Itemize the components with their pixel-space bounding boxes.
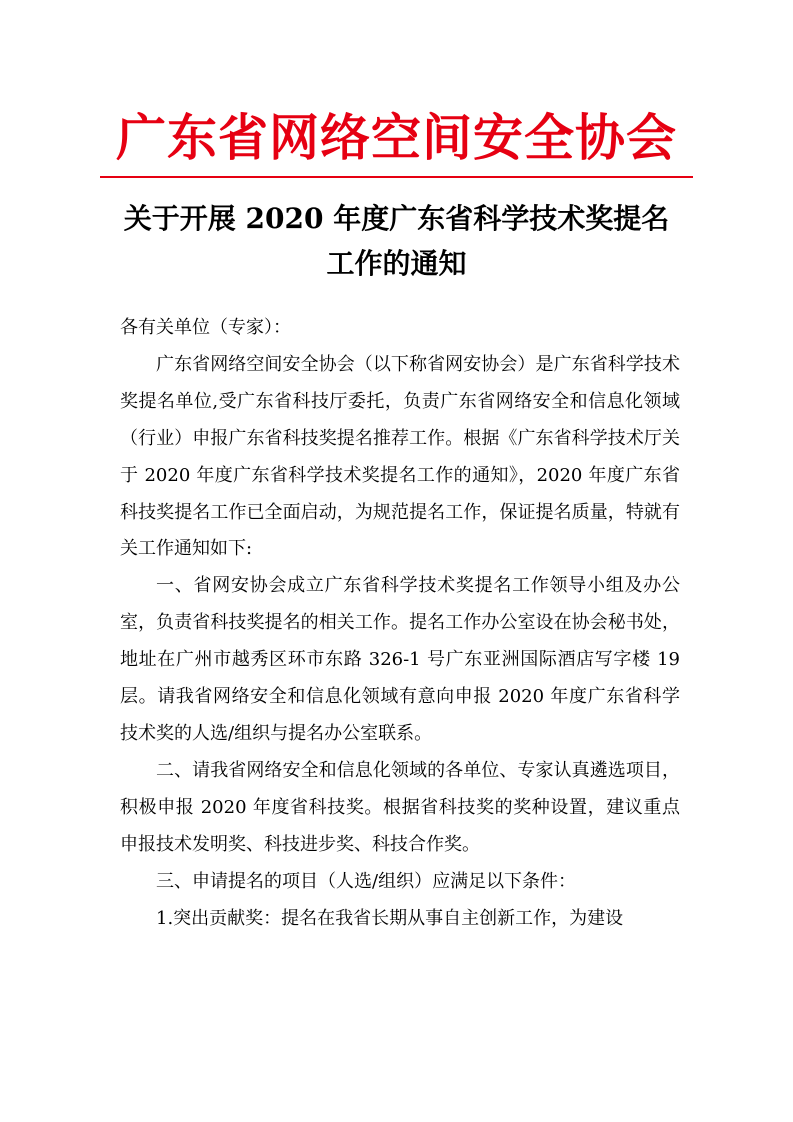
paragraph-item-1: 一、省网安协会成立广东省科学技术奖提名工作领导小组及办公室，负责省科技奖提名的相关工作。提名工作办公室设在协会秘书处，地址在广州市越秀区环市东路 326-1 号广东亚洲国际酒店写字楼 19 层。请我省网络安全和信息化领域有意向申报 2020 年度广东省科学技术奖的人选/组织与提名办公室联系。	[120, 575, 680, 744]
paragraph-item-2: 二、请我省网络安全和信息化领域的各单位、专家认真遴选项目，积极申报 2020 年度省科技奖。根据省科技奖的奖种设置，建议重点申报技术发明奖、科技进步奖、科技合作奖。	[120, 759, 680, 855]
paragraph-item-3-1: 1.突出贡献奖：提名在我省长期从事自主创新工作，为建设	[156, 907, 624, 929]
document-body	[120, 310, 680, 937]
organization-letterhead: 广东省网络空间安全协会	[116, 108, 677, 167]
letterhead-divider	[100, 176, 693, 178]
document-title-line-2: 工作的通知	[326, 247, 467, 280]
salutation: 各有关单位（专家）：	[120, 317, 291, 338]
document-title-line-1: 关于开展 2020 年度广东省科学技术奖提名	[123, 202, 670, 235]
document-title	[100, 196, 693, 286]
paragraph-item-3: 三、申请提名的项目（人选/组织）应满足以下条件：	[156, 870, 577, 892]
paragraph-intro: 广东省网络空间安全协会（以下称省网安协会）是广东省科学技术奖提名单位,受广东省科技厅委托，负责广东省网络安全和信息化领域（行业）申报广东省科技奖提名推荐工作。根据《广东省科学技术厅关于 2020 年度广东省科学技术奖提名工作的通知》，2020 年度广东省科技奖提名工作已全面启动，为规范提名工作，保证提名质量，特就有关工作通知如下:	[120, 353, 680, 560]
